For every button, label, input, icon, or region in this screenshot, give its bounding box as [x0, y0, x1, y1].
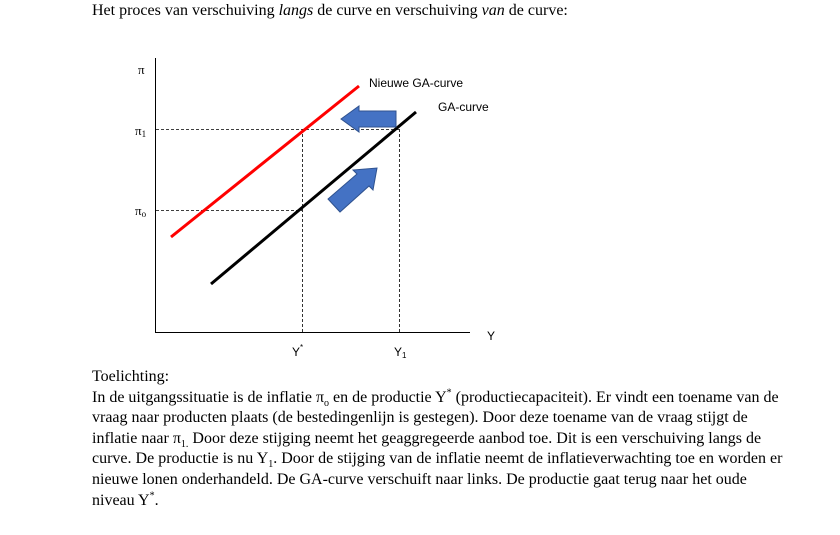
explanation-title: Toelichting:: [92, 368, 170, 385]
explanation-body: In de uitgangssituatie is de inflatie $\pi_o$ en de productie Y* (productiecapaciteit). Er vindt een toename van de vraag naar producten plaats (de bestedingenlijn is gestegen). Door deze toename van de vraag stijgt de inflatie naar $\pi_{1.}$ Door deze stijging neemt het geaggregeerde aanbod toe. Dit is een verschuiving langs de curve. De productie is nu $Y_1$. Door de stijging van de inflatie neemt de inflatieverwachting toe en worden er nieuwe lonen onderhandeld. De GA-curve verschuift naar links. De productie gaat terug naar het oude niveau Y*.: [92, 387, 783, 509]
ga-curve: [211, 112, 416, 284]
explanation-text: [92, 367, 792, 511]
heading-text-1: Het proces van verschuiving: [92, 2, 279, 19]
new-ga-curve: [171, 86, 359, 237]
pi1-label: π1: [135, 123, 147, 139]
heading-emphasis-van: van: [481, 2, 505, 19]
ga-curve-label: GA-curve: [438, 100, 489, 114]
y-axis-label: π: [138, 62, 145, 77]
heading-emphasis-langs: langs: [278, 2, 314, 19]
x-axis-label: Y: [487, 329, 496, 343]
shift-left-arrow: [341, 106, 396, 132]
heading-text-2: de curve en verschuiving: [313, 2, 482, 19]
new-ga-curve-label: Nieuwe GA-curve: [369, 76, 464, 90]
y1-label: Y1: [394, 345, 407, 360]
movement-along-curve-arrow: [328, 168, 377, 212]
heading-text-3: de curve:: [504, 2, 568, 19]
pi0-label: πo: [135, 203, 147, 219]
ystar-label: Y*: [292, 343, 304, 359]
